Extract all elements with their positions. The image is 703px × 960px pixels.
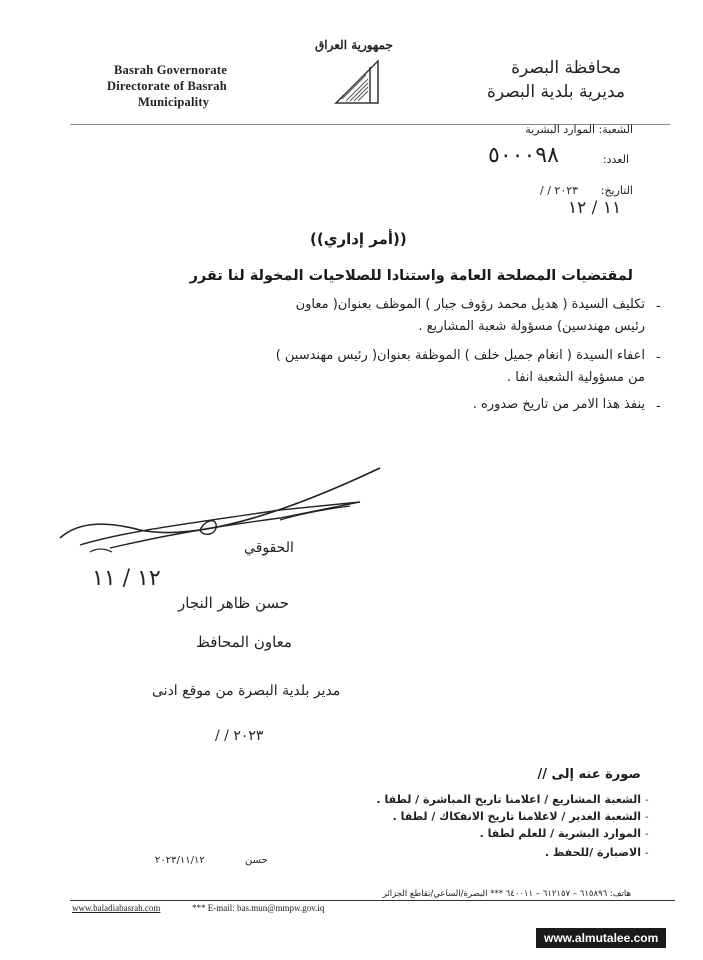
number-label: العدد: [602,153,629,166]
cc-dash-4: - [645,848,649,859]
ar-directorate: مديرية بلدية البصرة [487,82,625,102]
government-emblem [330,55,384,107]
footer-email[interactable]: *** E-mail: bas.mun@mmpw.gov.iq [192,903,325,913]
cc-item-1: الشعبة المشاريع / اعلامنا تاريخ المباشرة / لطفا . [376,793,641,806]
signature-role: مدير بلدية البصرة من موقع ادنى [152,683,341,699]
cc-initials: حسن [245,855,268,866]
item-3-dash: - [656,399,661,414]
cc-item-4: الاضبارة /للحفظ . [544,846,641,859]
ar-governorate: محافظة البصرة [511,58,621,78]
footer-phone: هاتف: ٦١٥٨٩٦ – ٦١٢١٥٧ – ٦٤٠٠١١ *** البصرة/الساعي/تقاطع الجزائر [382,889,631,899]
section-label: الشعبة: الموارد البشرية [525,123,633,136]
en-directorate: Directorate of Basrah [107,79,227,93]
date-label: التاريخ: [600,184,633,197]
signature-prefix: الحقوقي [244,540,294,556]
footer-divider [70,900,675,901]
number-value: ٥٠٠٠٩٨ [488,143,559,168]
item-2-line-2: من مسؤولية الشعبة انفا . [506,370,645,385]
signature-title: معاون المحافظ [196,633,292,651]
footer-website[interactable]: www.baladiabasrah.com [72,903,161,913]
en-governorate: Basrah Governorate [114,63,227,77]
cc-dash-3: - [645,829,649,840]
item-1-dash: - [656,299,661,314]
cc-item-2: الشعبة الغدير / لاعلامنا تاريخ الانفكاك / لطفا . [392,810,641,823]
cc-dash-1: - [645,795,649,806]
signature-date: / / ٢٠٢٣ [215,728,264,744]
date-value: / / ٢٠٢٣ [540,184,579,197]
item-2-dash: - [656,350,661,365]
signature-name: حسن ظاهر النجار [178,594,290,612]
item-3-line-1: ينفذ هذا الامر من تاريخ صدوره . [472,397,645,412]
watermark-badge: www.almutalee.com [536,928,666,948]
order-title: ((أمر إداري)) [310,230,407,248]
item-1-line-2: رئيس مهندسين) مسؤولة شعبة المشاريع . [418,319,645,334]
item-1-line-1: تكليف السيدة ( هديل محمد رؤوف جبار ) الموظف بعنوان( معاون [295,297,645,312]
order-intro: لمقتضيات المصلحة العامة واستنادا للصلاحيات المخولة لنا تقرر [189,268,633,284]
handwritten-signature [50,460,430,570]
republic-label: جمهورية العراق [315,38,393,52]
date-handwritten: ١١ / ١٢ [568,198,622,218]
cc-dash-2: - [645,812,649,823]
signature-hand-note: ١٢ / ١١ [92,566,161,591]
cc-heading: صورة عنه إلى // [537,767,641,782]
cc-item-3: الموارد البشرية / للعلم لطفا . [479,827,641,840]
cc-initials-date: ٢٠٢٣/١١/١٢ [155,855,205,866]
emblem-icon [330,55,384,107]
en-municipality: Municipality [138,95,210,109]
item-2-line-1: اعفاء السيدة ( انغام جميل خلف ) الموظفة بعنوان( رئيس مهندسين ) [275,348,645,363]
